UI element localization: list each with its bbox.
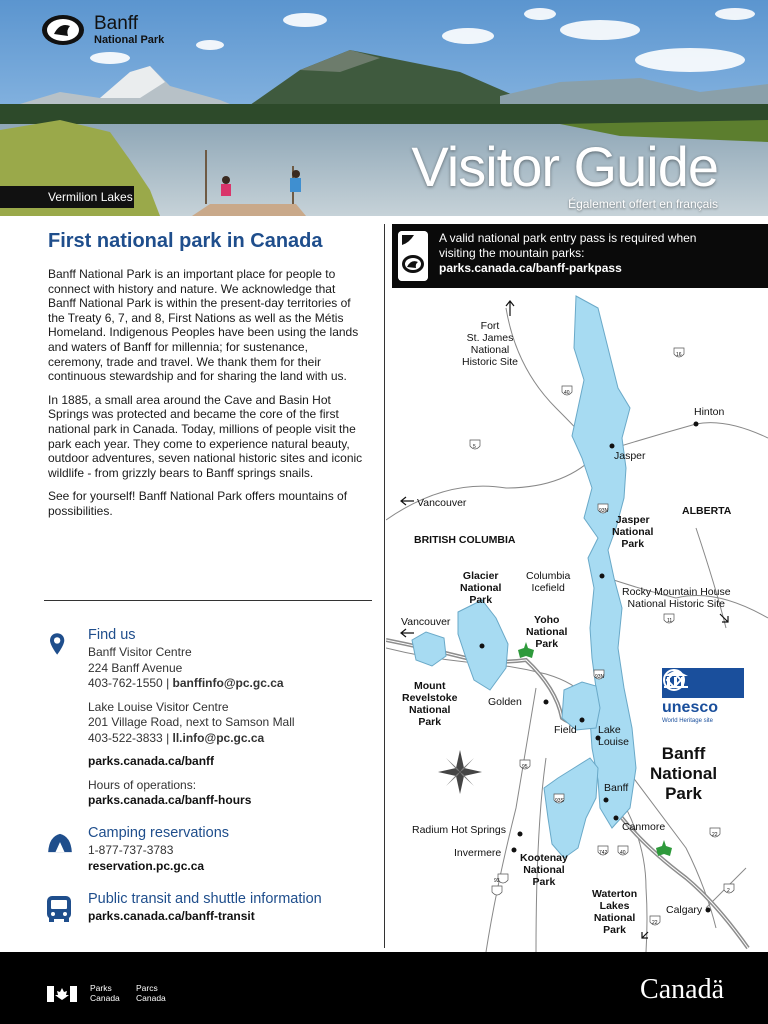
find-us-section — [46, 627, 376, 809]
parks-en-line-1: Parks — [90, 983, 112, 993]
intro-paragraph-3: See for yourself! Banff National Park offers mountains of possibilities. — [48, 489, 348, 518]
intro-paragraph-2: In 1885, a small area around the Cave and Basin Hot Springs was protected and became the core of the first national park in Canada. Today, millions of people visit the park each year. They come to experience natural beauty, outdoor adventures, seven national historic sites and iconic wildlife - from grizzly bears to Banff springs snails. — [48, 392, 363, 480]
transit-heading: Public transit and shuttle information — [88, 891, 322, 907]
logo-sub: National Park — [94, 34, 165, 46]
transit-section — [46, 891, 376, 925]
parks-en-line-2: Canada — [90, 993, 120, 1003]
french-note: Également offert en français — [568, 197, 718, 211]
hwy-40-label: 40 — [564, 390, 570, 396]
hwy-93-label: 93 — [494, 878, 500, 884]
map-label-vancouver-1: Vancouver — [417, 497, 467, 509]
footer — [0, 952, 768, 1024]
canada-wordmark: Canadä — [640, 974, 724, 1005]
location-pin-icon — [50, 629, 70, 659]
map-label-lake-louise: Lake Louise — [598, 724, 629, 748]
centre1-contact — [88, 676, 376, 692]
centre1-address: 224 Banff Avenue — [88, 660, 183, 675]
tent-icon — [46, 833, 74, 853]
hwy-2-label: 2 — [727, 888, 730, 894]
photo-caption: Vermilion Lakes — [0, 186, 134, 208]
centre1-name: Banff Visitor Centre — [88, 645, 192, 659]
map-label-british-columbia: BRITISH COLUMBIA — [414, 534, 516, 546]
parks-fr-line-1: Parcs — [136, 983, 158, 993]
page-title: Visitor Guide — [411, 135, 718, 198]
map-label-banff: Banff — [604, 782, 629, 794]
camping-phone: 1-877-737-3783 — [88, 843, 174, 857]
unesco-emblem — [662, 668, 744, 698]
map-label-golden: Golden — [488, 696, 522, 708]
intro-heading: First national park in Canada — [48, 230, 323, 252]
centre1-phone: 403-762-1550 | — [88, 676, 173, 690]
transit-link[interactable]: parks.canada.ca/banff-transit — [88, 909, 255, 923]
centre2-address: 201 Village Road, next to Samson Mall — [88, 715, 295, 729]
hwy-22-label: 22 — [712, 832, 718, 838]
hours-label: Hours of operations: — [88, 777, 197, 792]
map-label-columbia-icefield: Columbia Icefield — [526, 570, 571, 594]
map-label-mount-revelstoke-np: Mount Revelstoke National Park — [402, 680, 458, 728]
hwy-93n-label-2: 93N — [595, 674, 605, 680]
camping-link[interactable]: reservation.pc.gc.ca — [88, 858, 205, 873]
map-label-radium: Radium Hot Springs — [412, 824, 506, 836]
map-label-calgary: Calgary — [666, 904, 703, 916]
map-label-rocky-mountain-house: Rocky Mountain House National Historic Site — [622, 586, 731, 610]
parks-canada-beaver-icon — [40, 12, 86, 48]
map-label-jasper: Jasper — [614, 450, 646, 462]
hwy-22-label-2: 22 — [652, 920, 658, 926]
hwy-40-label-2: 40 — [620, 850, 626, 856]
map-label-field: Field — [554, 724, 577, 736]
parks-fr-line-2: Canada — [136, 993, 166, 1003]
camping-section — [46, 825, 376, 874]
banff-logo — [40, 12, 164, 48]
pass-line-2: visiting the mountain parks: — [439, 246, 585, 260]
intro-section — [48, 230, 366, 528]
map-label-fort-st-james: Fort St. James National Historic Site — [462, 320, 519, 368]
map-label-glacier-np: Glacier National Park — [460, 570, 502, 606]
website-link[interactable]: parks.canada.ca/banff — [88, 754, 215, 768]
centre2-name: Lake Louise Visitor Centre — [88, 699, 229, 714]
unesco-wordmark: unesco — [662, 699, 719, 716]
hwy-93s-label: 93S — [555, 798, 564, 804]
pass-line-1: A valid national park entry pass is required when — [439, 231, 697, 245]
map-label-alberta: ALBERTA — [682, 505, 732, 517]
hwy-11-label: 11 — [667, 618, 673, 624]
map-label-waterton-np: Waterton Lakes National Park — [592, 888, 638, 936]
hours-link[interactable]: parks.canada.ca/banff-hours — [88, 793, 252, 807]
map-label-jasper-np: Jasper National Park — [612, 514, 654, 550]
hwy-16-label: 16 — [676, 352, 682, 358]
section-divider — [44, 600, 372, 601]
hwy-93n-label: 93N — [599, 508, 609, 514]
parks-canada-en — [90, 983, 120, 1003]
column-divider — [384, 224, 385, 948]
camping-heading: Camping reservations — [88, 825, 230, 841]
map-label-invermere: Invermere — [454, 847, 502, 859]
hero-photo — [0, 0, 768, 216]
hwy-5-label: 5 — [473, 444, 476, 450]
world-heritage-icon — [662, 668, 686, 692]
map-label-kootenay-np: Kootenay National Park — [520, 852, 568, 888]
pass-link[interactable]: parks.canada.ca/banff-parkpass — [439, 261, 622, 275]
park-pass-icon — [398, 231, 428, 281]
centre2-contact — [88, 731, 376, 747]
unesco-subtitle: World Heritage site — [662, 718, 713, 724]
parks-map — [386, 288, 768, 952]
parks-canada-fr — [136, 983, 166, 1003]
find-us-heading: Find us — [88, 627, 136, 643]
map-label-vancouver-2: Vancouver — [401, 616, 451, 628]
hwy-95-label: 95 — [522, 764, 528, 770]
map-label-canmore: Canmore — [622, 821, 666, 833]
intro-paragraph-1: Banff National Park is an important place for people to connect with history and nature. We acknowledge that Banff National Park is within the present-day territories of the Treaty 6, 7, and 8, First Nations as well as the Métis Homeland. Indigenous Peoples have been using the lands and waters of Banff for millennia; for sustenance, ceremony, trade and travel. We thank them for their continuous stewardship and for sharing the land with us. — [48, 267, 359, 384]
hwy-742-label: 742 — [599, 850, 608, 856]
unesco-logo — [662, 668, 744, 724]
centre2-email-link[interactable]: ll.info@pc.gc.ca — [172, 730, 265, 745]
map-label-yoho-np: Yoho National Park — [526, 614, 568, 650]
bus-icon — [46, 895, 72, 923]
centre2-phone: 403-522-3833 | — [88, 730, 173, 745]
centre1-email-link[interactable]: banffinfo@pc.gc.ca — [172, 676, 284, 690]
map-label-hinton: Hinton — [694, 406, 725, 418]
canada-flag-icon — [47, 986, 77, 1002]
logo-name: Banff — [94, 13, 139, 34]
map-label-banff-np: Banff National Park — [650, 744, 718, 803]
park-pass-notice — [392, 224, 768, 288]
